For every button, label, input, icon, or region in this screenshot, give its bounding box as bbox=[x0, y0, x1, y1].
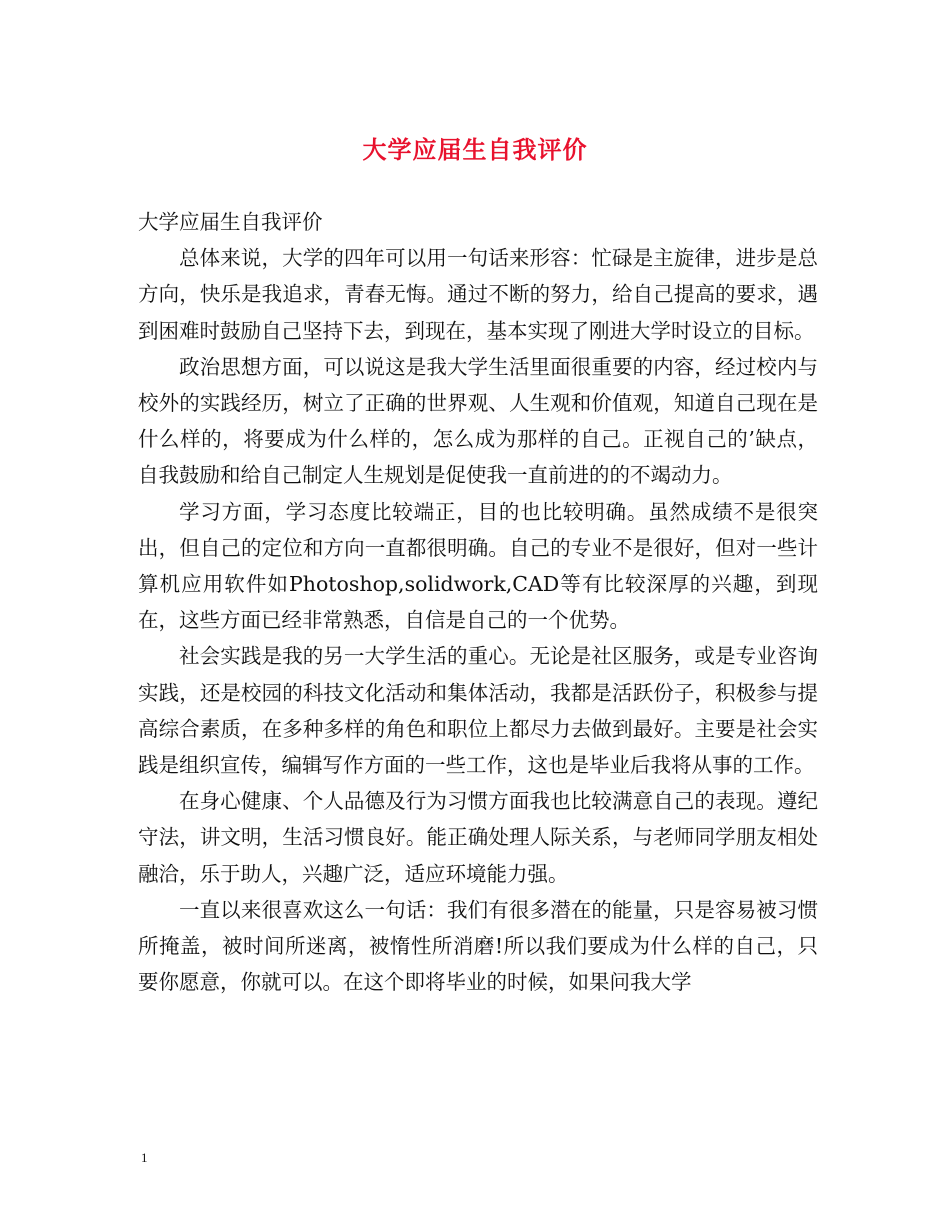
document-title: 大学应届生自我评价 bbox=[362, 135, 588, 164]
document-subtitle: 大学应届生自我评价 bbox=[138, 210, 323, 234]
paragraph-study: 学习方面，学习态度比较端正，目的也比较明确。虽然成绩不是很突出，但自己的定位和方向一直都很明确。自己的专业不是很好，但对一些计算机应用软件如Photoshop,solidwork,CAD等有比较深厚的兴趣，到现在，这些方面已经非常熟悉，自信是自己的一个优势。 bbox=[138, 499, 818, 633]
paragraph-political: 政治思想方面，可以说这是我大学生活里面很重要的内容，经过校内与校外的实践经历，树立了正确的世界观、人生观和价值观，知道自己现在是什么样的，将要成为什么样的，怎么成为那样的自己。正视自己的’缺点，自我鼓励和给自己制定人生规划是促使我一直前进的的不竭动力。 bbox=[138, 354, 818, 488]
page-number: 1 bbox=[141, 1150, 148, 1165]
paragraph-summary: 总体来说，大学的四年可以用一句话来形容：忙碌是主旋律，进步是总方向，快乐是我追求，青春无悔。通过不断的努力，给自己提高的要求，遇到困难时鼓励自己坚持下去，到现在，基本实现了刚进大学时设立的目标。 bbox=[138, 246, 818, 343]
paragraph-health-character: 在身心健康、个人品德及行为习惯方面我也比较满意自己的表现。遵纪守法，讲文明，生活习惯良好。能正确处理人际关系，与老师同学朋友相处融洽，乐于助人，兴趣广泛，适应环境能力强。 bbox=[138, 789, 818, 886]
paragraph-closing: 一直以来很喜欢这么一句话：我们有很多潜在的能量，只是容易被习惯所掩盖，被时间所迷离，被惰性所消磨!所以我们要成为什么样的自己，只要你愿意，你就可以。在这个即将毕业的时候，如果问我大学 bbox=[138, 897, 818, 995]
document-body bbox=[138, 204, 818, 1000]
paragraph-social-practice: 社会实践是我的另一大学生活的重心。无论是社区服务，或是专业咨询实践，还是校园的科技文化活动和集体活动，我都是活跃份子，积极参与提高综合素质，在多种多样的角色和职位上都尽力去做到最好。主要是社会实践是组织宣传，编辑写作方面的一些工作，这也是毕业后我将从事的工作。 bbox=[138, 644, 818, 778]
